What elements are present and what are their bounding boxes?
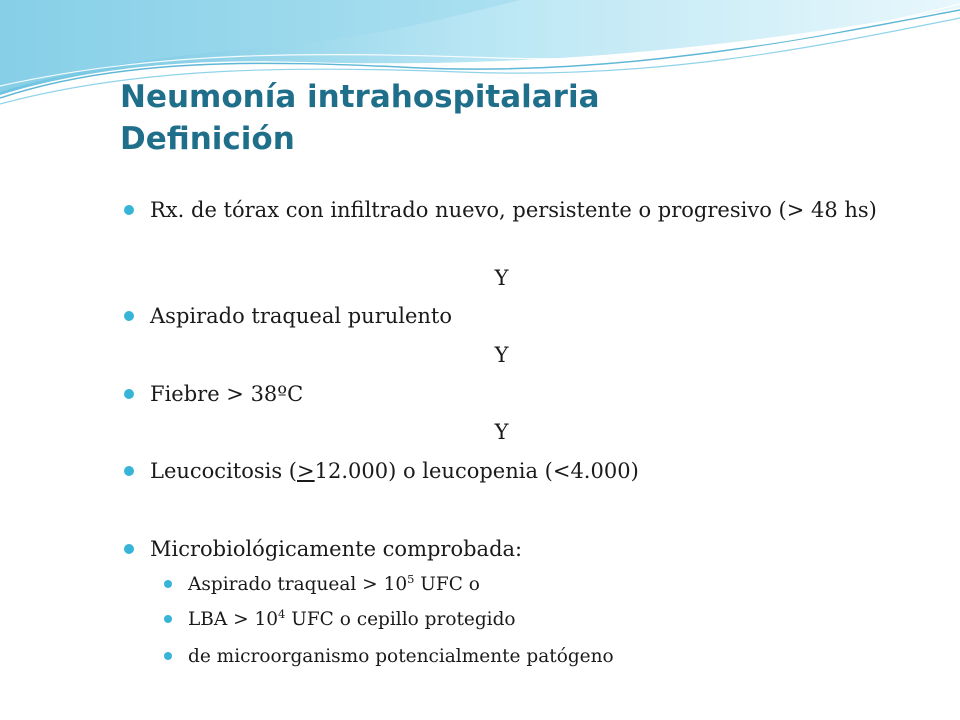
bullet-dot-icon <box>124 544 134 554</box>
bullet-text: Fiebre > 38ºC <box>150 382 304 406</box>
bullet-dot-icon <box>124 205 134 215</box>
bullet-dot-icon <box>124 466 134 476</box>
title-line-2: Definición <box>120 121 295 157</box>
bullet-leucocitosis <box>150 457 910 485</box>
sub-bullet-dot-icon <box>164 652 172 660</box>
sub-bullet-exponent: 4 <box>278 607 286 622</box>
sub-bullet-dot-icon <box>164 580 172 588</box>
sub-bullet-text-pre: LBA > 10 <box>188 609 279 630</box>
sub-bullet-dot-icon <box>164 615 172 623</box>
sub-bullet-text-post: UFC o cepillo protegido <box>285 609 516 630</box>
sub-bullet-aspirado <box>188 571 948 599</box>
sub-bullet-exponent: 5 <box>407 572 415 587</box>
bullet-rx-torax <box>150 196 910 224</box>
bullet-fiebre <box>150 380 910 408</box>
bullet-text: Aspirado traqueal purulento <box>150 304 453 328</box>
bullet-text-post: 12.000) o leucopenia (<4.000) <box>314 459 639 483</box>
bullet-text: Microbiológicamente comprobada: <box>150 537 523 561</box>
title-line-1: Neumonía intrahospitalaria <box>120 79 600 115</box>
sub-bullet-lba <box>188 606 948 634</box>
sub-bullet-text-pre: Aspirado traqueal > 10 <box>188 574 408 595</box>
connector-y: Y <box>494 266 509 290</box>
bullet-dot-icon <box>124 311 134 321</box>
sub-bullet-text: de microorganismo potencialmente patógeno <box>188 646 614 667</box>
bullet-text-underlined: > <box>297 459 315 483</box>
bullet-aspirado-traqueal <box>150 302 910 330</box>
connector-y: Y <box>494 343 509 367</box>
bullet-dot-icon <box>124 389 134 399</box>
bullet-text-pre: Leucocitosis ( <box>150 459 297 483</box>
connector-y: Y <box>494 420 509 444</box>
sub-bullet-microorganismo <box>188 643 948 671</box>
bullet-microbiologica <box>150 535 910 563</box>
bullet-text: Rx. de tórax con infiltrado nuevo, persistente o progresivo (> 48 hs) <box>150 198 877 222</box>
sub-bullet-text-post: UFC o <box>414 574 480 595</box>
